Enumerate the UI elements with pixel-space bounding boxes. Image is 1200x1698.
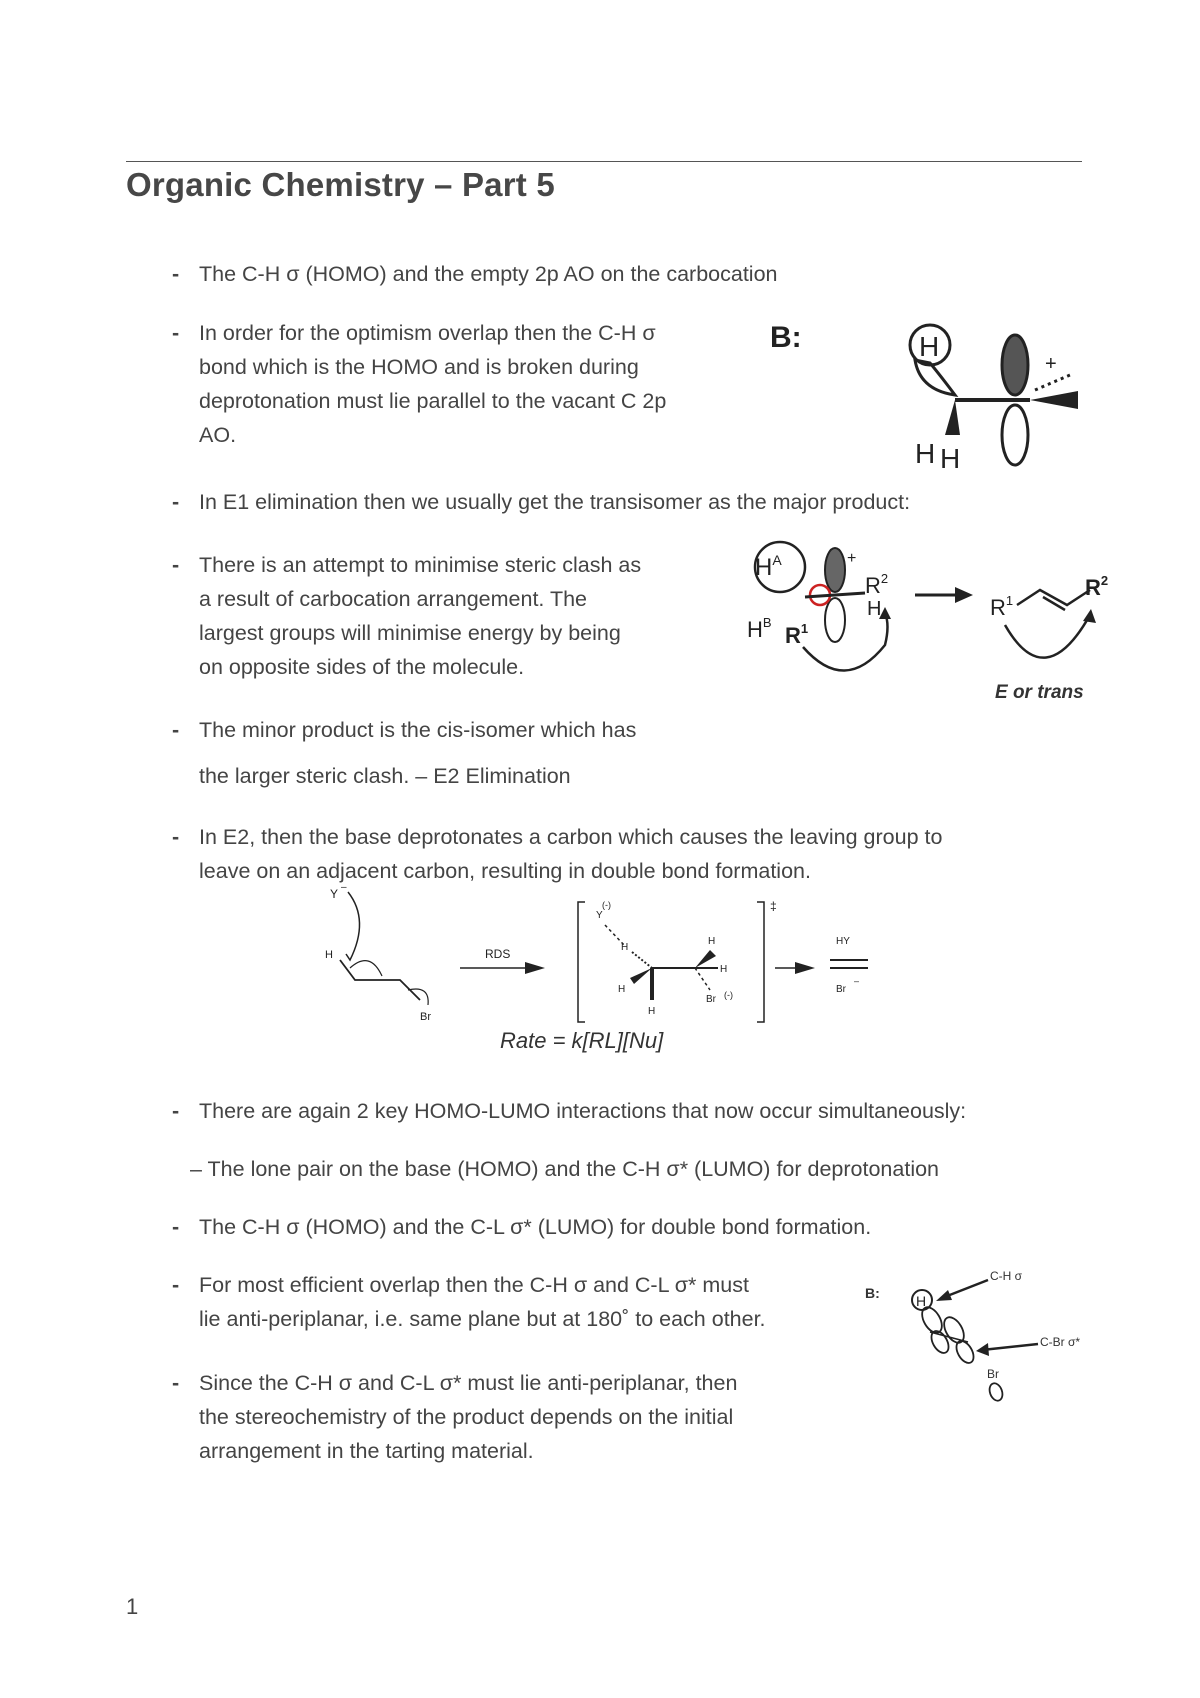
bullet-dash: - [172,1371,180,1395]
fig4-cbr-sigma: C-Br σ* [1040,1335,1081,1349]
bullet-line: The C-H σ (HOMO) and the C-L σ* (LUMO) for double bond formation. [199,1215,872,1239]
bullet-line: the larger steric clash. – E2 Elimination [199,764,571,788]
bullet-line: There are again 2 key HOMO-LUMO interactions that now occur simultaneously: [199,1099,967,1123]
bullet-line: There is an attempt to minimise steric clash as [199,553,642,577]
bullet-line: leave on an adjacent carbon, resulting in double bond formation. [199,859,811,883]
fig4-ch-sigma: C-H σ [990,1269,1023,1283]
fig4-br: Br [987,1367,999,1381]
fig3-ts-h1: H [621,942,629,953]
fig3-rds: RDS [485,947,511,961]
bullet-dash: - [172,1099,180,1123]
fig1-label: B: [770,321,802,354]
figure-e1-trans [745,535,1125,715]
bullet-dash: - [172,553,180,577]
bullet-line: The minor product is the cis-isomer which has [199,718,637,742]
fig3-h: H [325,949,333,961]
fig3-ts-charge2: (-) [724,990,733,1000]
bullet-dash: - [172,321,180,345]
svg-text:–: – [341,882,347,893]
bullet-line: the stereochemistry of the product depends on the initial [199,1405,734,1429]
fig3-ts-y: Y [596,910,603,921]
bullet-dash: - [172,718,180,742]
fig2-product-r2: $R^2$ [1085,573,1109,600]
bullet-text [199,713,636,793]
fig3-ts-charge1: (-) [602,900,611,910]
bullet-line: In order for the optimism overlap then the C-H σ [199,321,656,345]
bullet-text [199,820,942,888]
bullet-text [199,257,778,291]
bullet-text [199,485,910,519]
bullet-text [199,1094,966,1128]
bullet-line: deprotonation must lie parallel to the vacant C 2p [199,389,667,413]
bullet-dash: - [172,1273,180,1297]
bullet-dash: - [172,1215,180,1239]
svg-text:–: – [854,976,860,986]
bullet-dash: - [172,825,180,849]
fig3-product-hy: HY [836,936,850,947]
bullet-line: largest groups will minimise energy by being [199,621,621,645]
fig1-plus: + [1045,353,1057,375]
figure-homo-overlap [760,305,1090,475]
fig2-r1: $R^1$ [785,621,809,648]
bullet-line: The C-H σ (HOMO) and the empty 2p AO on the carbocation [199,262,778,286]
header-rule [126,161,1082,162]
fig3-ts-h2: H [618,984,626,995]
fig2-product-r1: $R^1$ [990,593,1014,620]
fig2-plus: + [847,550,857,567]
bullet-line: bond which is the HOMO and is broken during [199,355,639,379]
fig3-ts-h5: H [720,964,728,975]
figure-antiperiplanar [860,1262,1100,1412]
bullet-dash: - [172,262,180,286]
bullet-line: For most efficient overlap then the C-H σ and C-L σ* must [199,1273,749,1297]
fig3-ts-h4: H [708,936,716,947]
figure-e2-mechanism [310,880,910,1060]
fig4-h: H [916,1293,927,1309]
bullet-text [190,1152,939,1186]
bullet-text [199,316,666,452]
fig3-br: Br [420,1011,431,1023]
bullet-line: – The lone pair on the base (HOMO) and the C-H σ* (LUMO) for deprotonation [190,1157,940,1181]
bullet-text [199,548,641,684]
page-number: 1 [126,1594,139,1619]
bullet-line: In E2, then the base deprotonates a carbon which causes the leaving group to [199,825,943,849]
fig2-ha: $H^A$ [755,552,782,581]
bullet-text [199,1210,871,1244]
bullet-line: arrangement in the tarting material. [199,1439,534,1463]
bullet-text [199,1366,737,1468]
fig4-label: B: [865,1285,880,1301]
fig3-rate-equation: Rate = k[RL][Nu] [500,1028,664,1053]
fig3-ts-dagger: ‡ [770,899,777,913]
fig1-h-bottom-left: H [915,438,936,469]
fig3-ts-h3: H [648,1006,656,1017]
fig3-y: Y [330,887,339,901]
fig1-h-top: H [919,331,940,362]
fig3-ts-br: Br [706,994,716,1005]
bullet-dash: - [172,490,180,514]
bullet-line: Since the C-H σ and C-L σ* must lie anti-periplanar, then [199,1371,738,1395]
fig2-caption: E or trans [995,682,1084,703]
fig1-h-bottom-right: H [940,443,961,474]
page-title: Organic Chemistry – Part 5 [126,166,555,203]
bullet-line: lie anti-periplanar, i.e. same plane but at 180˚ to each other. [199,1307,766,1331]
bullet-line: In E1 elimination then we usually get the transisomer as the major product: [199,490,911,514]
fig2-hb: $H^B$ [747,615,772,642]
fig2-r2: $R^2$ [865,571,889,598]
bullet-text [199,1268,766,1336]
fig2-h: H [867,598,882,620]
bullet-line: AO. [199,423,237,447]
bullet-line: a result of carbocation arrangement. The [199,587,588,611]
fig3-product-br: Br [836,984,846,995]
bullet-line: on opposite sides of the molecule. [199,655,525,679]
